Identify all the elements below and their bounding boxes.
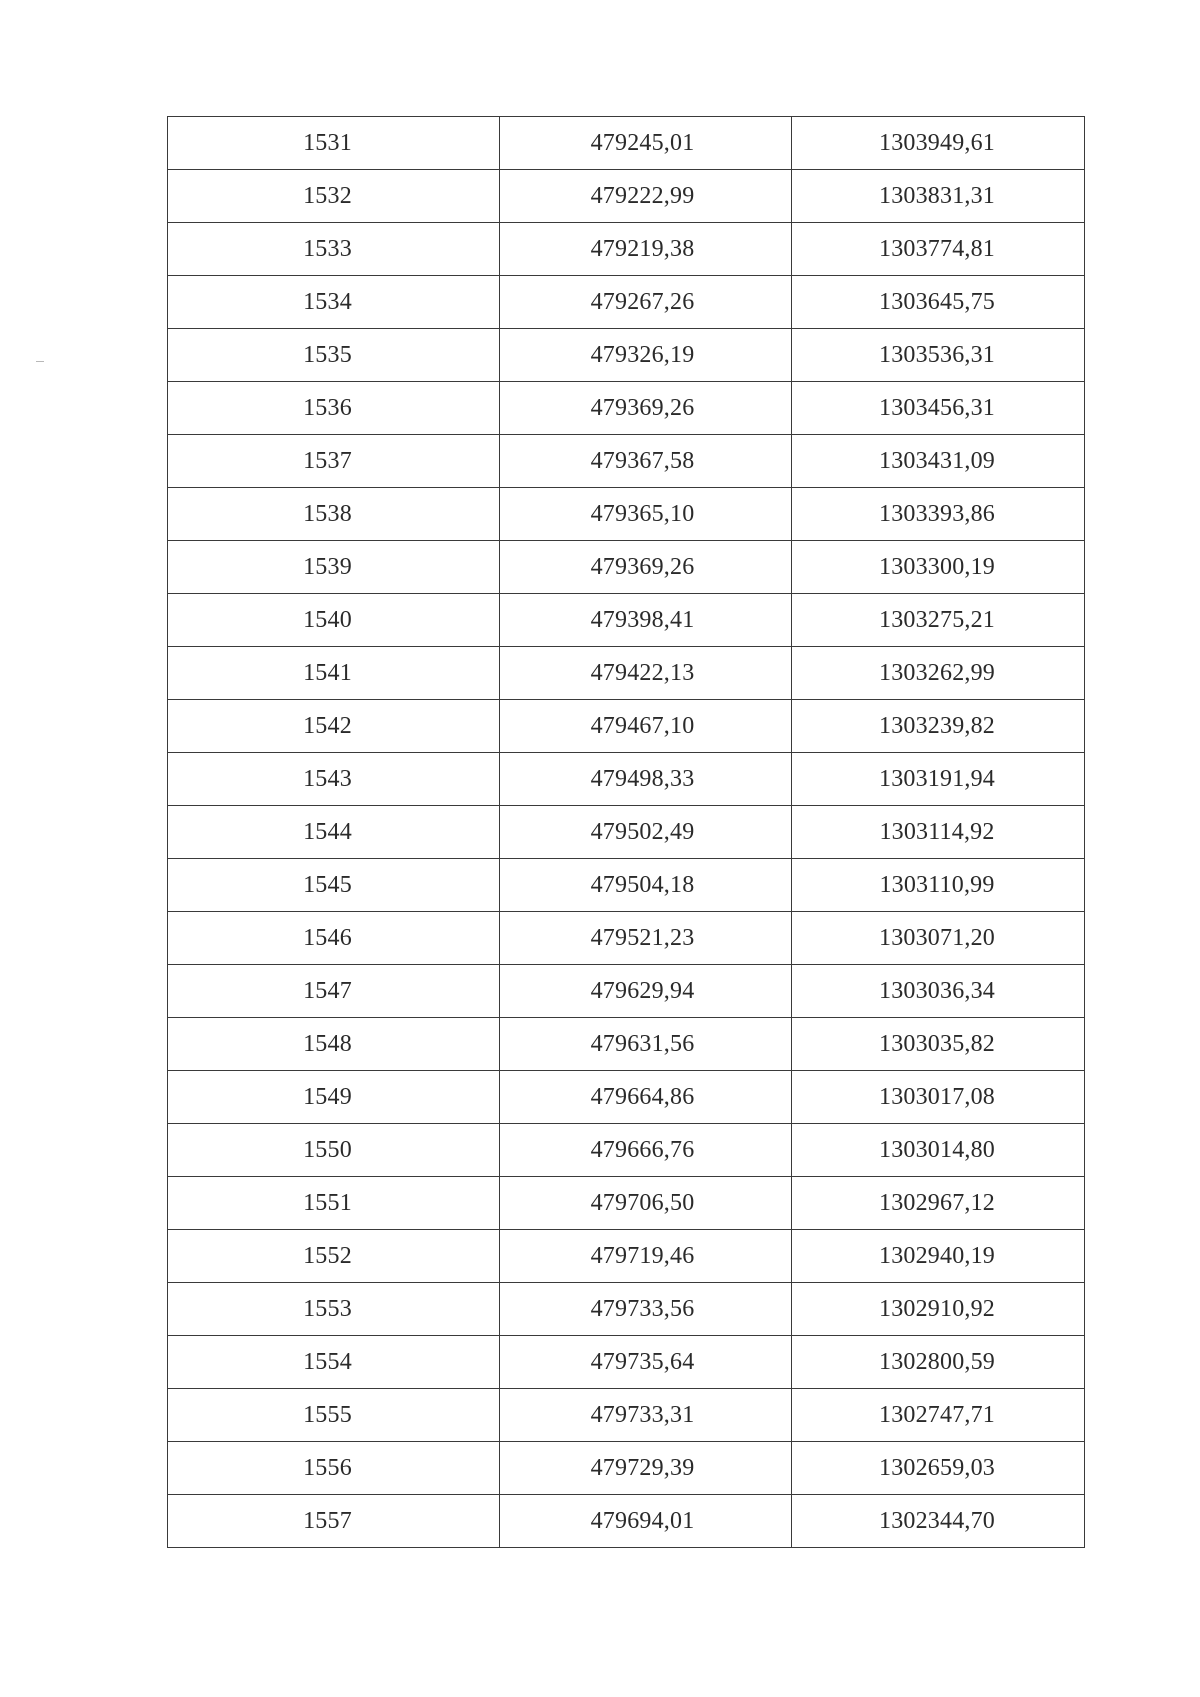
table-row: [168, 1230, 1085, 1283]
x-coordinate-cell: 479498,33: [500, 753, 792, 806]
y-coordinate-cell: 1303275,21: [792, 594, 1085, 647]
point-number-cell: 1550: [168, 1124, 500, 1177]
table-row: [168, 117, 1085, 170]
table-row: [168, 700, 1085, 753]
table-row: [168, 1495, 1085, 1548]
y-coordinate-cell: 1302747,71: [792, 1389, 1085, 1442]
y-coordinate-cell: 1303110,99: [792, 859, 1085, 912]
x-coordinate-cell: 479729,39: [500, 1442, 792, 1495]
table-row: [168, 912, 1085, 965]
y-coordinate-cell: 1303035,82: [792, 1018, 1085, 1071]
table-row: [168, 488, 1085, 541]
y-coordinate-cell: 1303017,08: [792, 1071, 1085, 1124]
point-number-cell: 1551: [168, 1177, 500, 1230]
y-coordinate-cell: 1303536,31: [792, 329, 1085, 382]
x-coordinate-cell: 479219,38: [500, 223, 792, 276]
x-coordinate-cell: 479467,10: [500, 700, 792, 753]
point-number-cell: 1557: [168, 1495, 500, 1548]
y-coordinate-cell: 1303071,20: [792, 912, 1085, 965]
point-number-cell: 1537: [168, 435, 500, 488]
point-number-cell: 1539: [168, 541, 500, 594]
x-coordinate-cell: 479369,26: [500, 541, 792, 594]
x-coordinate-cell: 479735,64: [500, 1336, 792, 1389]
x-coordinate-cell: 479733,31: [500, 1389, 792, 1442]
table-row: [168, 276, 1085, 329]
x-coordinate-cell: 479719,46: [500, 1230, 792, 1283]
x-coordinate-cell: 479504,18: [500, 859, 792, 912]
y-coordinate-cell: 1302344,70: [792, 1495, 1085, 1548]
y-coordinate-cell: 1303114,92: [792, 806, 1085, 859]
x-coordinate-cell: 479521,23: [500, 912, 792, 965]
x-coordinate-cell: 479245,01: [500, 117, 792, 170]
y-coordinate-cell: 1303036,34: [792, 965, 1085, 1018]
point-number-cell: 1547: [168, 965, 500, 1018]
table-row: [168, 1071, 1085, 1124]
point-number-cell: 1536: [168, 382, 500, 435]
point-number-cell: 1541: [168, 647, 500, 700]
table-row: [168, 1018, 1085, 1071]
point-number-cell: 1542: [168, 700, 500, 753]
x-coordinate-cell: 479733,56: [500, 1283, 792, 1336]
y-coordinate-cell: 1302940,19: [792, 1230, 1085, 1283]
y-coordinate-cell: 1303262,99: [792, 647, 1085, 700]
point-number-cell: 1556: [168, 1442, 500, 1495]
y-coordinate-cell: 1303014,80: [792, 1124, 1085, 1177]
point-number-cell: 1533: [168, 223, 500, 276]
x-coordinate-cell: 479222,99: [500, 170, 792, 223]
point-number-cell: 1553: [168, 1283, 500, 1336]
point-number-cell: 1545: [168, 859, 500, 912]
table-row: [168, 859, 1085, 912]
table-row: [168, 1283, 1085, 1336]
table-row: [168, 435, 1085, 488]
point-number-cell: 1555: [168, 1389, 500, 1442]
table-row: [168, 1177, 1085, 1230]
table-row: [168, 594, 1085, 647]
coordinates-table: [167, 116, 1085, 1548]
table-row: [168, 753, 1085, 806]
y-coordinate-cell: 1303300,19: [792, 541, 1085, 594]
x-coordinate-cell: 479398,41: [500, 594, 792, 647]
y-coordinate-cell: 1303191,94: [792, 753, 1085, 806]
y-coordinate-cell: 1303393,86: [792, 488, 1085, 541]
y-coordinate-cell: 1303239,82: [792, 700, 1085, 753]
point-number-cell: 1549: [168, 1071, 500, 1124]
x-coordinate-cell: 479365,10: [500, 488, 792, 541]
y-coordinate-cell: 1303831,31: [792, 170, 1085, 223]
x-coordinate-cell: 479706,50: [500, 1177, 792, 1230]
point-number-cell: 1544: [168, 806, 500, 859]
point-number-cell: 1543: [168, 753, 500, 806]
table-row: [168, 1124, 1085, 1177]
x-coordinate-cell: 479666,76: [500, 1124, 792, 1177]
y-coordinate-cell: 1303949,61: [792, 117, 1085, 170]
x-coordinate-cell: 479502,49: [500, 806, 792, 859]
point-number-cell: 1538: [168, 488, 500, 541]
x-coordinate-cell: 479369,26: [500, 382, 792, 435]
point-number-cell: 1540: [168, 594, 500, 647]
table-row: [168, 541, 1085, 594]
x-coordinate-cell: 479267,26: [500, 276, 792, 329]
y-coordinate-cell: 1302967,12: [792, 1177, 1085, 1230]
table-row: [168, 382, 1085, 435]
x-coordinate-cell: 479422,13: [500, 647, 792, 700]
x-coordinate-cell: 479367,58: [500, 435, 792, 488]
y-coordinate-cell: 1302659,03: [792, 1442, 1085, 1495]
point-number-cell: 1548: [168, 1018, 500, 1071]
x-coordinate-cell: 479631,56: [500, 1018, 792, 1071]
y-coordinate-cell: 1302910,92: [792, 1283, 1085, 1336]
table-row: [168, 1336, 1085, 1389]
table-row: [168, 1389, 1085, 1442]
point-number-cell: 1554: [168, 1336, 500, 1389]
point-number-cell: 1531: [168, 117, 500, 170]
y-coordinate-cell: 1303456,31: [792, 382, 1085, 435]
point-number-cell: 1534: [168, 276, 500, 329]
point-number-cell: 1552: [168, 1230, 500, 1283]
x-coordinate-cell: 479629,94: [500, 965, 792, 1018]
table-row: [168, 806, 1085, 859]
table-row: [168, 1442, 1085, 1495]
x-coordinate-cell: 479664,86: [500, 1071, 792, 1124]
point-number-cell: 1546: [168, 912, 500, 965]
table-row: [168, 170, 1085, 223]
x-coordinate-cell: 479326,19: [500, 329, 792, 382]
point-number-cell: 1535: [168, 329, 500, 382]
table-row: [168, 223, 1085, 276]
y-coordinate-cell: 1302800,59: [792, 1336, 1085, 1389]
point-number-cell: 1532: [168, 170, 500, 223]
y-coordinate-cell: 1303645,75: [792, 276, 1085, 329]
scan-speck: [36, 361, 44, 362]
y-coordinate-cell: 1303774,81: [792, 223, 1085, 276]
table-row: [168, 329, 1085, 382]
y-coordinate-cell: 1303431,09: [792, 435, 1085, 488]
coordinates-table-body: [168, 117, 1085, 1548]
x-coordinate-cell: 479694,01: [500, 1495, 792, 1548]
table-row: [168, 965, 1085, 1018]
table-row: [168, 647, 1085, 700]
